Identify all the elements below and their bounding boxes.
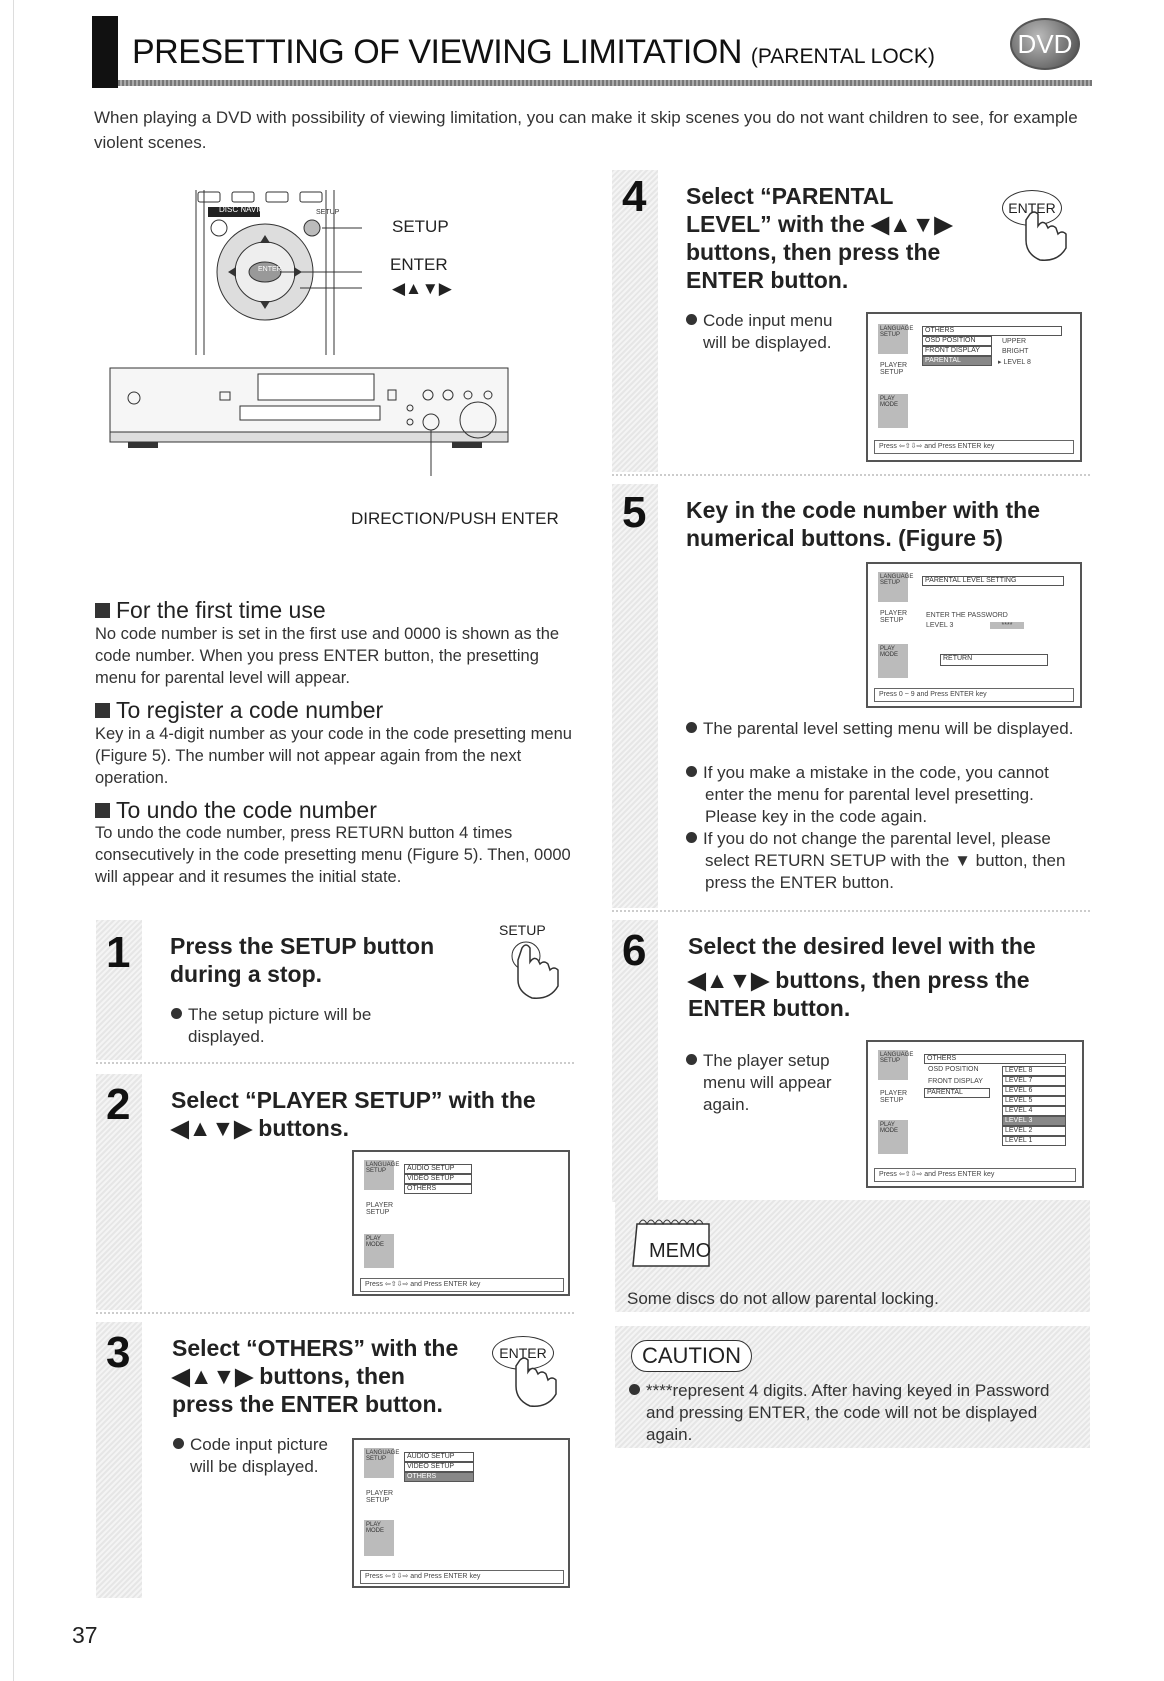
bullet-dot-icon — [686, 722, 697, 733]
front-display-value: BRIGHT — [1002, 348, 1029, 355]
current-level-label: LEVEL 3 — [926, 622, 954, 629]
section-first-time-heading: For the first time use — [95, 597, 326, 624]
step-5-number: 5 — [622, 488, 647, 537]
step-2-panel — [96, 1074, 574, 1310]
dvd-badge: DVD — [1010, 18, 1080, 70]
direction-push-enter-label: DIRECTION/PUSH ENTER — [351, 509, 559, 528]
tab-play-mode: PLAY MODE — [364, 1520, 394, 1556]
press-hint-bar: Press ⇦⇧⇩⇨ and Press ENTER key — [874, 1168, 1076, 1182]
title-sub: (PARENTAL LOCK) — [750, 45, 935, 68]
menu-parental-selected: PARENTAL — [922, 356, 992, 366]
others-menu-screen — [352, 1438, 570, 1588]
tab-language-setup: LANGUAGE SETUP — [878, 324, 908, 354]
enter-button-icon: ENTER — [1002, 190, 1062, 226]
bullet-dot-icon — [686, 766, 697, 777]
page-title-bar — [92, 16, 1092, 88]
section-first-time-body: No code number is set in the first use and 0000 is shown as the code number. When you press ENTER button, the presetting menu for parental level will appear. — [95, 625, 560, 687]
caution-text: ****represent 4 digits. After having keyed in Password and pressing ENTER, the code will not be displayed again. — [629, 1380, 1089, 1446]
enter-button-icon: ENTER — [492, 1336, 554, 1370]
pressing-hand-icon — [496, 940, 566, 1006]
step-1-title: Press the SETUP button during a stop. — [170, 933, 435, 987]
title-rule — [118, 80, 1092, 86]
level-option[interactable]: LEVEL 1 — [1002, 1136, 1066, 1146]
step-1-number: 1 — [106, 928, 131, 977]
step-6-bullet: The player setup menu will appear again. — [686, 1050, 832, 1116]
setup-hand-label: SETUP — [499, 922, 546, 938]
step-5-panel — [612, 484, 1092, 908]
memo-box — [615, 1200, 1090, 1312]
step-2-number: 2 — [106, 1080, 131, 1129]
tab-player-setup: PLAYER SETUP — [880, 362, 908, 376]
section-undo-heading: To undo the code number — [95, 797, 377, 824]
page-edge-rule — [13, 0, 14, 1681]
memo-title: MEMO — [649, 1240, 712, 1262]
menu-others-header: OTHERS — [922, 326, 1062, 336]
tab-play-mode: PLAY MODE — [878, 1120, 908, 1154]
press-hint-bar: Press ⇦⇧⇩⇨ and Press ENTER key — [874, 440, 1074, 454]
tab-player-setup: PLAYER SETUP — [880, 1090, 908, 1104]
intro-text: When playing a DVD with possibility of viewing limitation, you can make it skip scenes you do not want children to see, for example violent scenes. — [94, 108, 1078, 152]
level-option[interactable]: LEVEL 2 — [1002, 1126, 1066, 1136]
step-5-title: Key in the code number with the numerical buttons. (Figure 5) — [686, 497, 1040, 551]
tab-language-setup: LANGUAGE SETUP — [364, 1160, 394, 1190]
tab-player-setup: PLAYER SETUP — [366, 1490, 394, 1504]
divider — [612, 474, 1092, 476]
remote-player-diagram — [100, 190, 580, 510]
parental-value: ▸ LEVEL 8 — [998, 359, 1031, 366]
page-title — [132, 33, 935, 72]
bullet-dot-icon — [173, 1438, 184, 1449]
level-option[interactable]: LEVEL 8 — [1002, 1066, 1066, 1076]
menu-others-header: OTHERS — [924, 1054, 1066, 1064]
tab-play-mode: PLAY MODE — [878, 644, 908, 678]
menu-others: OTHERS — [404, 1184, 472, 1194]
section-undo-body: To undo the code number, press RETURN button 4 times consecutively in the code presetting menu (Figure 5). Then, 0000 will appear and it resumes the initial state. — [95, 824, 571, 886]
bullet-dot-icon — [686, 832, 697, 843]
player-setup-menu-screen — [352, 1150, 570, 1296]
password-menu-screen — [866, 562, 1082, 708]
menu-osd-position: OSD POSITION — [922, 336, 992, 346]
step-6-number: 6 — [622, 926, 647, 975]
level-option[interactable]: LEVEL 7 — [1002, 1076, 1066, 1086]
level-option[interactable]: LEVEL 5 — [1002, 1096, 1066, 1106]
step-6-title: Select the desired level with the ◀▲▼▶ buttons, then press the ENTER button. — [688, 933, 1036, 1021]
menu-osd-position: OSD POSITION — [928, 1066, 979, 1073]
parental-level-setting-header: PARENTAL LEVEL SETTING — [922, 576, 1064, 586]
memo-text: Some discs do not allow parental locking. — [627, 1289, 939, 1308]
menu-parental: PARENTAL — [924, 1088, 990, 1098]
caution-title: CAUTION — [631, 1340, 752, 1372]
tab-language-setup: LANGUAGE SETUP — [878, 1050, 908, 1080]
remote-disc-nav-tab: DISC NAVIGATION — [219, 205, 289, 214]
enter-password-label: ENTER THE PASSWORD — [926, 612, 1008, 619]
step-4-number: 4 — [622, 172, 647, 221]
level-option[interactable]: LEVEL 6 — [1002, 1086, 1066, 1096]
menu-audio-setup: AUDIO SETUP — [404, 1164, 472, 1174]
level-select-menu-screen — [866, 1040, 1084, 1188]
divider — [96, 1312, 574, 1314]
square-bullet-icon — [95, 803, 110, 818]
dvd-player-illustration — [110, 368, 508, 476]
step-5-bullet-3: If you do not change the parental level, please select RETURN SETUP with the ▼ button, then press the ENTER button. — [686, 828, 1080, 894]
step-6-panel — [612, 920, 1092, 1202]
tab-play-mode: PLAY MODE — [364, 1234, 394, 1268]
arrows-callout: ◀▲▼▶ — [392, 279, 452, 298]
title-main: PRESETTING OF VIEWING LIMITATION — [132, 33, 742, 71]
divider — [612, 910, 1092, 912]
step-5-bullet-1: The parental level setting menu will be displayed. — [686, 718, 1080, 740]
divider — [96, 1062, 574, 1064]
tab-language-setup: LANGUAGE SETUP — [364, 1448, 394, 1478]
remote-enter-key-label: ENTER — [258, 266, 282, 273]
step-3-panel — [96, 1322, 574, 1598]
setup-callout: SETUP — [392, 217, 449, 236]
tab-player-setup: PLAYER SETUP — [880, 610, 908, 624]
step-1-bullet: The setup picture will be displayed. — [171, 1004, 371, 1048]
step-3-number: 3 — [106, 1328, 131, 1377]
tab-language-setup: LANGUAGE SETUP — [878, 572, 908, 602]
menu-front-display: FRONT DISPLAY — [922, 346, 992, 356]
square-bullet-icon — [95, 703, 110, 718]
step-4-bullet: Code input menu will be displayed. — [686, 310, 832, 354]
menu-video-setup: VIDEO SETUP — [404, 1462, 474, 1472]
caution-box — [615, 1326, 1090, 1448]
level-option-selected[interactable]: LEVEL 3 — [1002, 1116, 1066, 1126]
parental-menu-screen — [866, 312, 1082, 462]
section-register-body: Key in a 4-digit number as your code in the code presetting menu (Figure 5). The number will not appear again from the next operation. — [95, 725, 572, 787]
pressing-hand-icon — [506, 1358, 566, 1414]
step-1-panel — [96, 920, 574, 1060]
tab-play-mode: PLAY MODE — [878, 394, 908, 428]
press-hint-bar: Press ⇦⇧⇩⇨ and Press ENTER key — [360, 1278, 564, 1292]
menu-video-setup: VIDEO SETUP — [404, 1174, 472, 1184]
step-4-panel — [612, 170, 1092, 472]
title-marker — [92, 16, 118, 88]
remote-setup-key-label: SETUP — [316, 209, 340, 216]
step-5-band — [612, 484, 658, 908]
pressing-hand-icon — [1016, 212, 1076, 268]
step-5-bullet-2: If you make a mistake in the code, you cannot enter the menu for parental level presetting. Please key in the code again. — [686, 762, 1080, 828]
menu-audio-setup: AUDIO SETUP — [404, 1452, 474, 1462]
menu-others-selected: OTHERS — [404, 1472, 474, 1482]
osd-value: UPPER — [1002, 338, 1027, 345]
step-4-title: Select “PARENTAL LEVEL” with the ◀▲▼▶ buttons, then press the ENTER button. — [686, 183, 953, 293]
press-hint-bar: Press ⇦⇧⇩⇨ and Press ENTER key — [360, 1570, 564, 1584]
square-bullet-icon — [95, 603, 110, 618]
bullet-dot-icon — [629, 1384, 640, 1395]
step-3-bullet: Code input picture will be displayed. — [173, 1434, 328, 1478]
enter-callout: ENTER — [390, 255, 448, 274]
bullet-dot-icon — [686, 1054, 697, 1065]
password-mask-field: **** — [990, 622, 1024, 629]
bullet-dot-icon — [171, 1008, 182, 1019]
level-option[interactable]: LEVEL 4 — [1002, 1106, 1066, 1116]
step-2-title: Select “PLAYER SETUP” with the ◀▲▼▶ buttons. — [171, 1087, 536, 1141]
tab-player-setup: PLAYER SETUP — [366, 1202, 394, 1216]
section-register-heading: To register a code number — [95, 697, 383, 724]
return-button: RETURN — [940, 654, 1048, 666]
bullet-dot-icon — [686, 314, 697, 325]
step-3-title: Select “OTHERS” with the ◀▲▼▶ buttons, then press the ENTER button. — [172, 1335, 459, 1417]
menu-front-display: FRONT DISPLAY — [928, 1078, 983, 1085]
press-hint-bar: Press 0 ~ 9 and Press ENTER key — [874, 688, 1074, 702]
page-number: 37 — [72, 1622, 98, 1648]
